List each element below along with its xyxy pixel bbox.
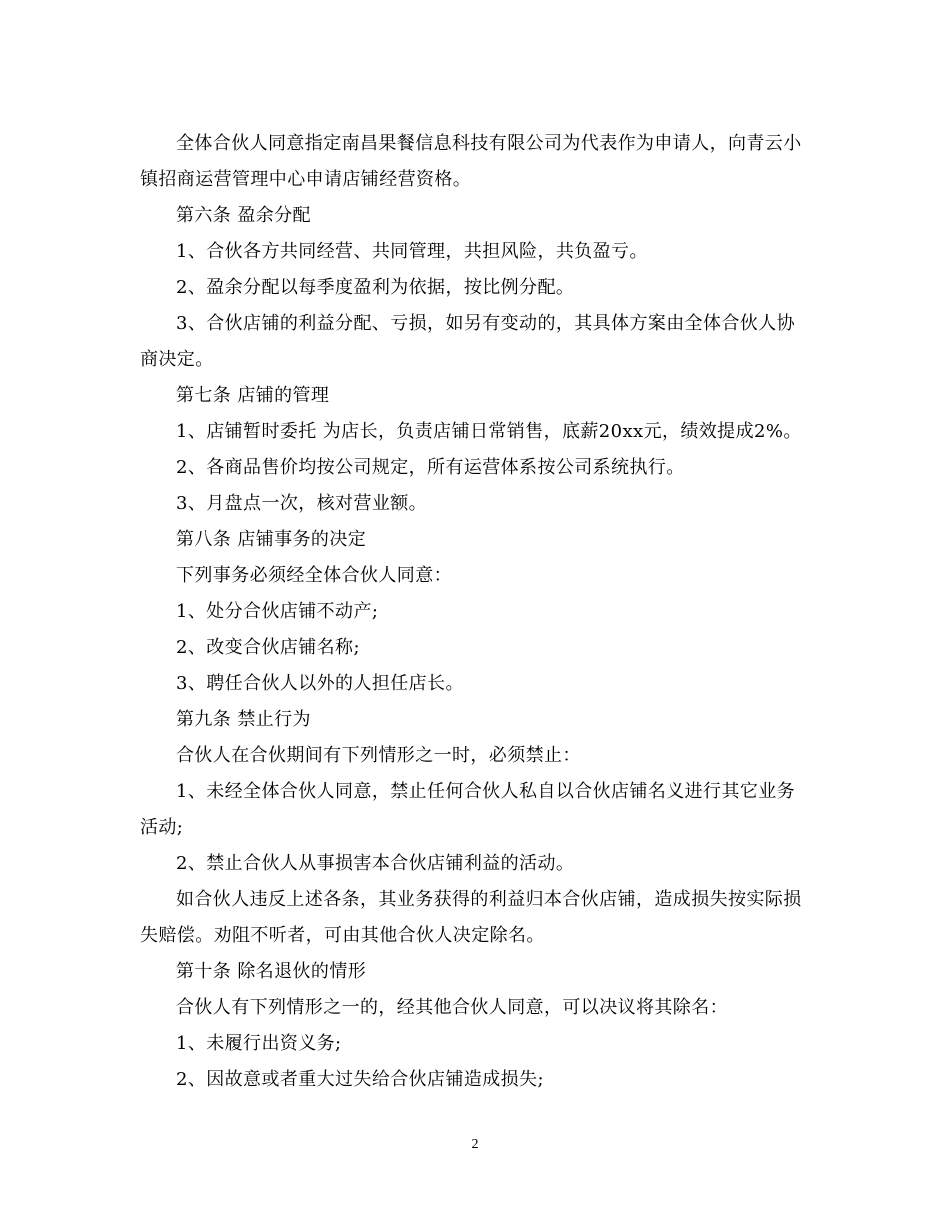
list-item: 3、聘任合伙人以外的人担任店长。 [176, 673, 464, 694]
document-body [140, 126, 812, 1098]
list-item: 1、合伙各方共同经营、共同管理，共担风险，共负盈亏。 [176, 241, 648, 262]
heading-article-10: 第十条 除名退伙的情形 [176, 961, 367, 982]
paragraph-intro: 合伙人在合伙期间有下列情形之一时，必须禁止： [176, 745, 581, 766]
list-item: 1、店铺暂时委托 为店长，负责店铺日常销售，底薪20xx元，绩效提成2%。 [176, 421, 802, 442]
paragraph-intro: 下列事务必须经全体合伙人同意： [176, 565, 452, 586]
paragraph-intro: 合伙人有下列情形之一的，经其他合伙人同意，可以决议将其除名： [176, 997, 728, 1018]
paragraph-penalty: 如合伙人违反上述各条，其业务获得的利益归本合伙店铺，造成损失按实际损失赔偿。劝阻不听者，可由其他合伙人决定除名。 [140, 889, 802, 946]
list-item: 1、未履行出资义务; [176, 1033, 342, 1054]
heading-article-8: 第八条 店铺事务的决定 [176, 529, 367, 550]
list-item: 2、因故意或者重大过失给合伙店铺造成损失; [176, 1069, 544, 1090]
list-item: 3、合伙店铺的利益分配、亏损，如另有变动的，其具体方案由全体合伙人协商决定。 [140, 313, 796, 370]
list-item: 1、处分合伙店铺不动产; [176, 601, 379, 622]
heading-article-6: 第六条 盈余分配 [176, 205, 311, 226]
page-number: 2 [471, 1137, 479, 1152]
list-item: 2、各商品售价均按公司规定，所有运营体系按公司系统执行。 [176, 457, 685, 478]
list-item: 2、盈余分配以每季度盈利为依据，按比例分配。 [176, 277, 575, 298]
list-item: 3、月盘点一次，核对营业额。 [176, 493, 428, 514]
heading-article-9: 第九条 禁止行为 [176, 709, 311, 730]
list-item: 2、禁止合伙人从事损害本合伙店铺利益的活动。 [176, 853, 575, 874]
list-item: 1、未经全体合伙人同意，禁止任何合伙人私自以合伙店铺名义进行其它业务活动; [140, 781, 796, 838]
list-item: 2、改变合伙店铺名称; [176, 637, 360, 658]
paragraph-applicant: 全体合伙人同意指定南昌果餐信息科技有限公司为代表作为申请人，向青云小镇招商运营管理中心申请店铺经营资格。 [140, 133, 802, 190]
heading-article-7: 第七条 店铺的管理 [176, 385, 330, 406]
